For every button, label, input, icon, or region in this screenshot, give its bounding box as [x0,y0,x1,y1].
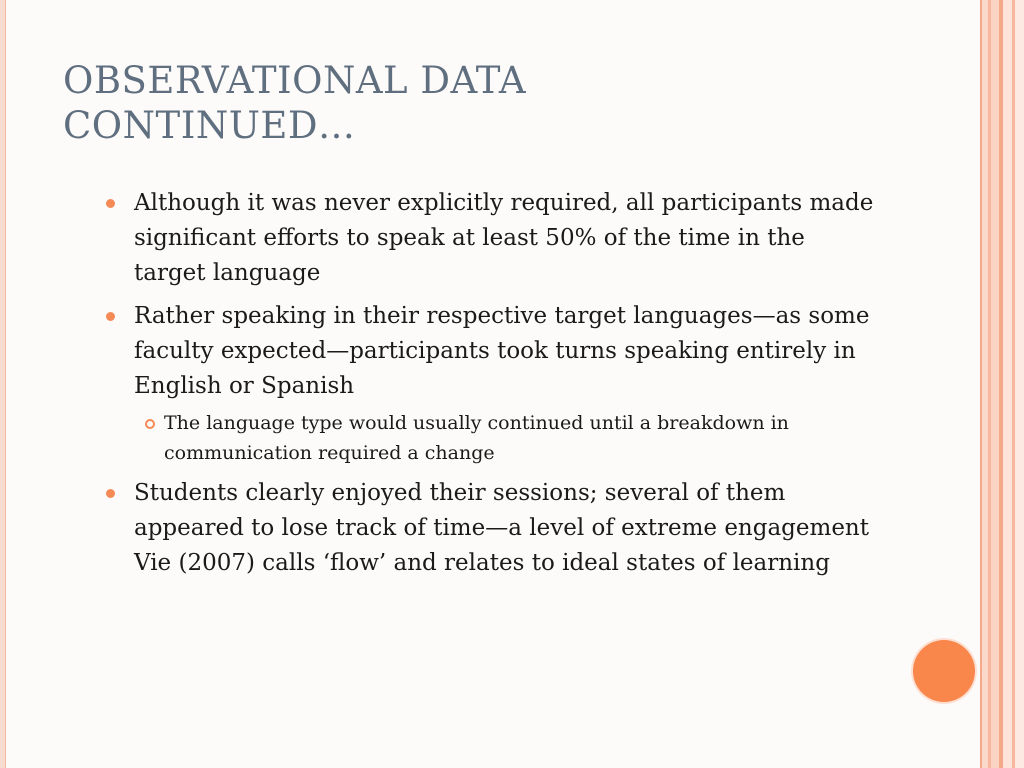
bullet-text: Although it was never explicitly required, all participants made significant efforts to speak at least 50% of the time in the target language [134,190,874,286]
slide-title [63,58,923,148]
bullet-text: Rather speaking in their respective target languages—as some faculty expected—participants took turns speaking entirely in English or Spanish [134,303,870,399]
frame-line-decoration [5,0,6,768]
right-stripe-decoration [1015,0,1024,768]
ring-bullet-icon [145,419,155,429]
bullet-text: Students clearly enjoyed their sessions; several of them appeared to lose track of time—a level of extreme engagement Vie (2007) calls ‘flow’ and relates to ideal states of learning [134,480,869,576]
filled-circle-bullet-icon [106,489,115,498]
sub-bullet-item [134,408,874,468]
bullet-item [104,476,874,581]
orange-circle-decoration [913,640,975,702]
bullet-item [104,186,874,291]
right-stripe-decoration [1003,0,1012,768]
bullet-item [104,299,874,404]
title-line-2: CONTINUED… [63,104,356,147]
right-stripe-decoration [991,0,999,768]
filled-circle-bullet-icon [106,199,115,208]
title-line-1: OBSERVATIONAL DATA [63,59,527,102]
filled-circle-bullet-icon [106,312,115,321]
sub-bullet-text: The language type would usually continued until a breakdown in communication required a change [164,412,789,464]
slide-body [104,186,874,589]
